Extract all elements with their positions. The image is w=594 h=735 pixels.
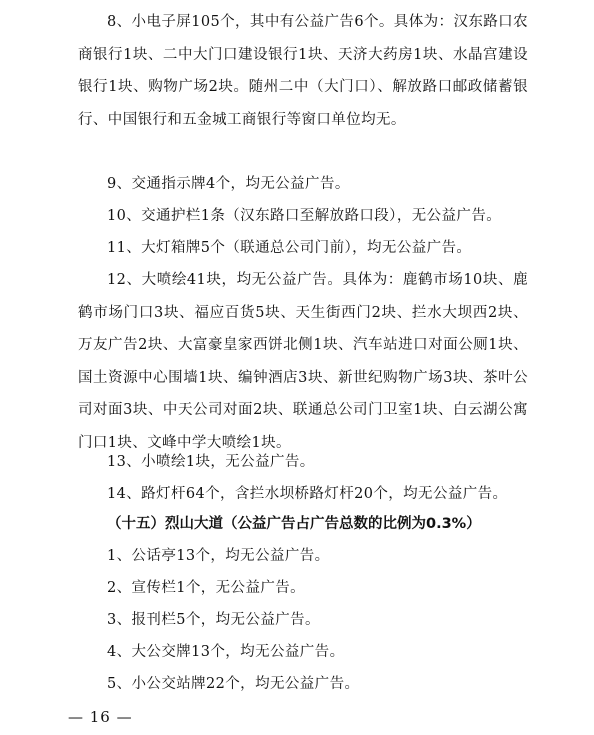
section-heading: （十五）烈山大道（公益广告占广告总数的比例为0.3%） — [107, 516, 481, 532]
paragraph-item-9: 9、交通指示牌4个，均无公益广告。 — [107, 176, 350, 192]
paragraph-item-10: 10、交通护栏1条（汉东路口至解放路口段），无公益广告。 — [107, 208, 502, 224]
paragraph-item-8: 8、小电子屏105个，其中有公益广告6个。具体为：汉东路口农商银行1块、二中大门口建设银行1块、天济大药房1块、水晶宫建设银行1块、购物广场2块。随州二中（大门口）、解放路口邮政储蓄银行、中国银行和五金城工商银行等窗口单位均无。 — [78, 14, 528, 128]
section-item-2: 2、宣传栏1个，无公益广告。 — [107, 580, 306, 596]
paragraph-item-14: 14、路灯杆64个，含拦水坝桥路灯杆20个，均无公益广告。 — [107, 486, 508, 502]
section-item-1: 1、公话亭13个，均无公益广告。 — [107, 548, 330, 564]
paragraph-item-13: 13、小喷绘1块，无公益广告。 — [107, 454, 315, 470]
section-item-3: 3、报刊栏5个，均无公益广告。 — [107, 612, 320, 628]
page-number: — 16 — — [68, 708, 133, 726]
section-item-4: 4、大公交牌13个，均无公益广告。 — [107, 644, 345, 660]
section-item-5: 5、小公交站牌22个，均无公益广告。 — [107, 676, 360, 692]
paragraph-item-12: 12、大喷绘41块，均无公益广告。具体为：鹿鹤市场10块、鹿鹤市场门口3块、福应百货5块、天生街西门2块、拦水大坝西2块、万友广告2块、大富豪皇家西饼北侧1块、汽车站进口对面公厕1块、国土资源中心围墙1块、编钟酒店3块、新世纪购物广场3块、茶叶公司对面3块、中天公司对面2块、联通总公司门卫室1块、白云湖公寓门口1块、文峰中学大喷绘1块。 — [78, 272, 528, 451]
paragraph-item-11: 11、大灯箱牌5个（联通总公司门前），均无公益广告。 — [107, 240, 472, 256]
